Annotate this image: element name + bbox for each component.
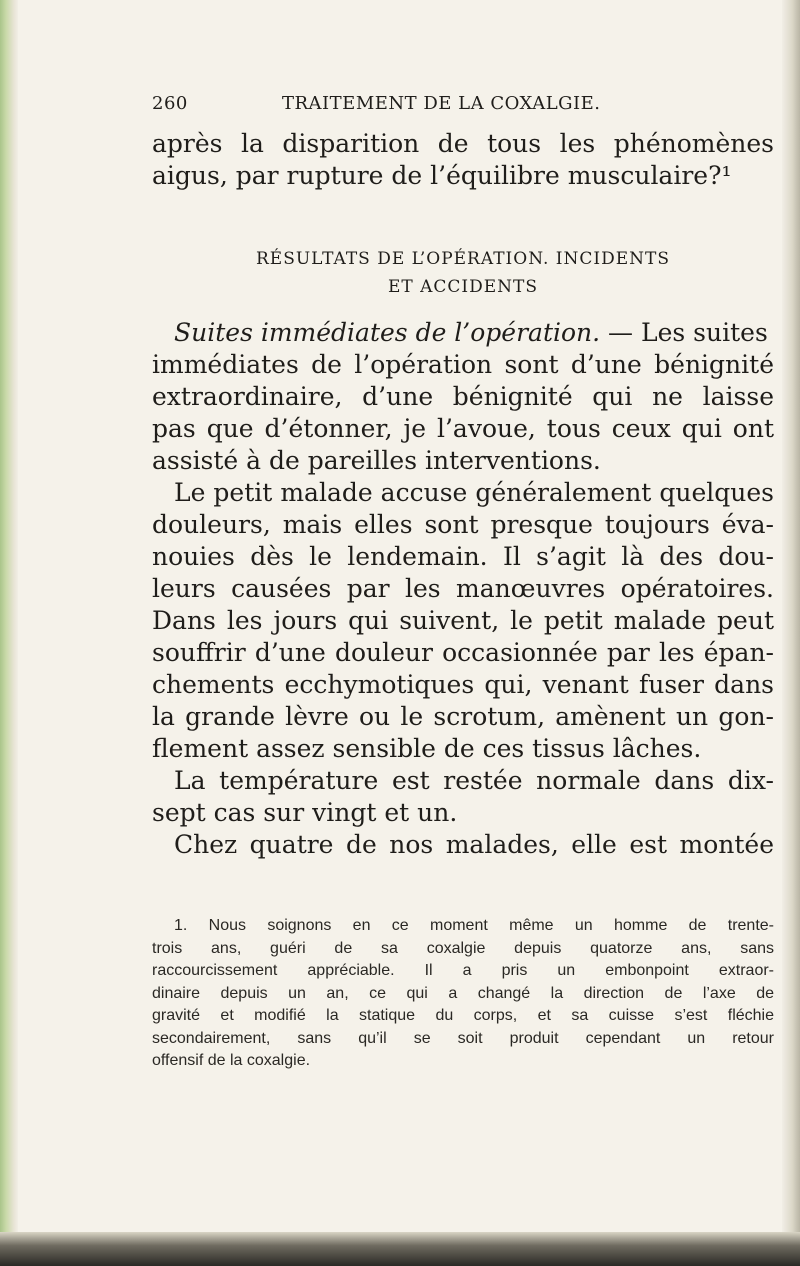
text-line: Chez quatre de nos malades, elle est montée [174, 830, 774, 859]
text-line: Le petit malade accuse généralement quelques [174, 478, 774, 507]
footnote-line: gravité et modifié la statique du corps, et sa cuisse s’est fléchie [152, 1007, 774, 1024]
footnote-line: offensif de la coxalgie. [152, 1052, 311, 1069]
text-line: flement assez sensible de ces tissus lâches. [152, 734, 702, 763]
text-line: après la disparition de tous les phénomènes [152, 129, 774, 158]
text-line: immédiates de l’opération sont d’une bénignité [152, 350, 774, 379]
running-title: TRAITEMENT DE LA COXALGIE. [282, 93, 601, 114]
italic-lead: Suites immédiates de l’opération. [174, 318, 601, 347]
lead-rest: — Les suites [600, 318, 768, 347]
text-line: aigus, par rupture de l’équilibre musculaire?¹ [152, 161, 732, 190]
footnote-line: raccourcissement appréciable. Il a pris un embonpoint extraor- [152, 962, 774, 979]
section-heading-line: ET ACCIDENTS [387, 277, 539, 297]
page-number: 260 [152, 93, 188, 114]
footnote [152, 915, 774, 1073]
text-line: La température est restée normale dans dix- [174, 766, 774, 795]
intro-text [152, 128, 774, 192]
text-line: leurs causées par les manœuvres opératoires. [152, 574, 774, 603]
text-line: sept cas sur vingt et un. [152, 798, 458, 827]
paragraph-douleurs [152, 477, 774, 765]
scan-bottom-edge [0, 1232, 800, 1266]
text-line: extraordinaire, d’une bénignité qui ne laisse [152, 382, 774, 411]
paragraph-lead [152, 317, 774, 349]
paragraph-chez-quatre [152, 829, 774, 861]
text-line: Dans les jours qui suivent, le petit malade peut [152, 606, 774, 635]
section-heading-line: RÉSULTATS DE L’OPÉRATION. INCIDENTS [255, 249, 671, 269]
text-line: douleurs, mais elles sont presque toujours éva- [152, 510, 774, 539]
text-line: chements ecchymotiques qui, venant fuser dans [152, 670, 774, 699]
text-line: nouies dès le lendemain. Il s’agit là des dou- [152, 542, 774, 571]
page-stack-edge [782, 0, 800, 1266]
footnote-line: secondairement, sans qu’il se soit produit cependant un retour [152, 1029, 774, 1047]
text-line: la grande lèvre ou le scrotum, amènent un gon- [152, 702, 774, 731]
footnote-line: trois ans, guéri de sa coxalgie depuis quatorze ans, sans [152, 939, 774, 957]
text-line: assisté à de pareilles interventions. [152, 446, 601, 475]
text-line: souffrir d’une douleur occasionnée par les épan- [152, 638, 774, 667]
paragraph-suites-immediates [152, 317, 774, 477]
footnote-line: 1. Nous soignons en ce moment même un homme de trente- [174, 917, 774, 934]
book-binding-edge [0, 0, 18, 1266]
footnote-line: dinaire depuis un an, ce qui a changé la direction de l’axe de [152, 984, 774, 1002]
running-header [152, 93, 772, 119]
section-heading [152, 245, 774, 301]
text-line: pas que d’étonner, je l’avoue, tous ceux qui ont [152, 414, 774, 443]
paragraph-temperature [152, 765, 774, 829]
